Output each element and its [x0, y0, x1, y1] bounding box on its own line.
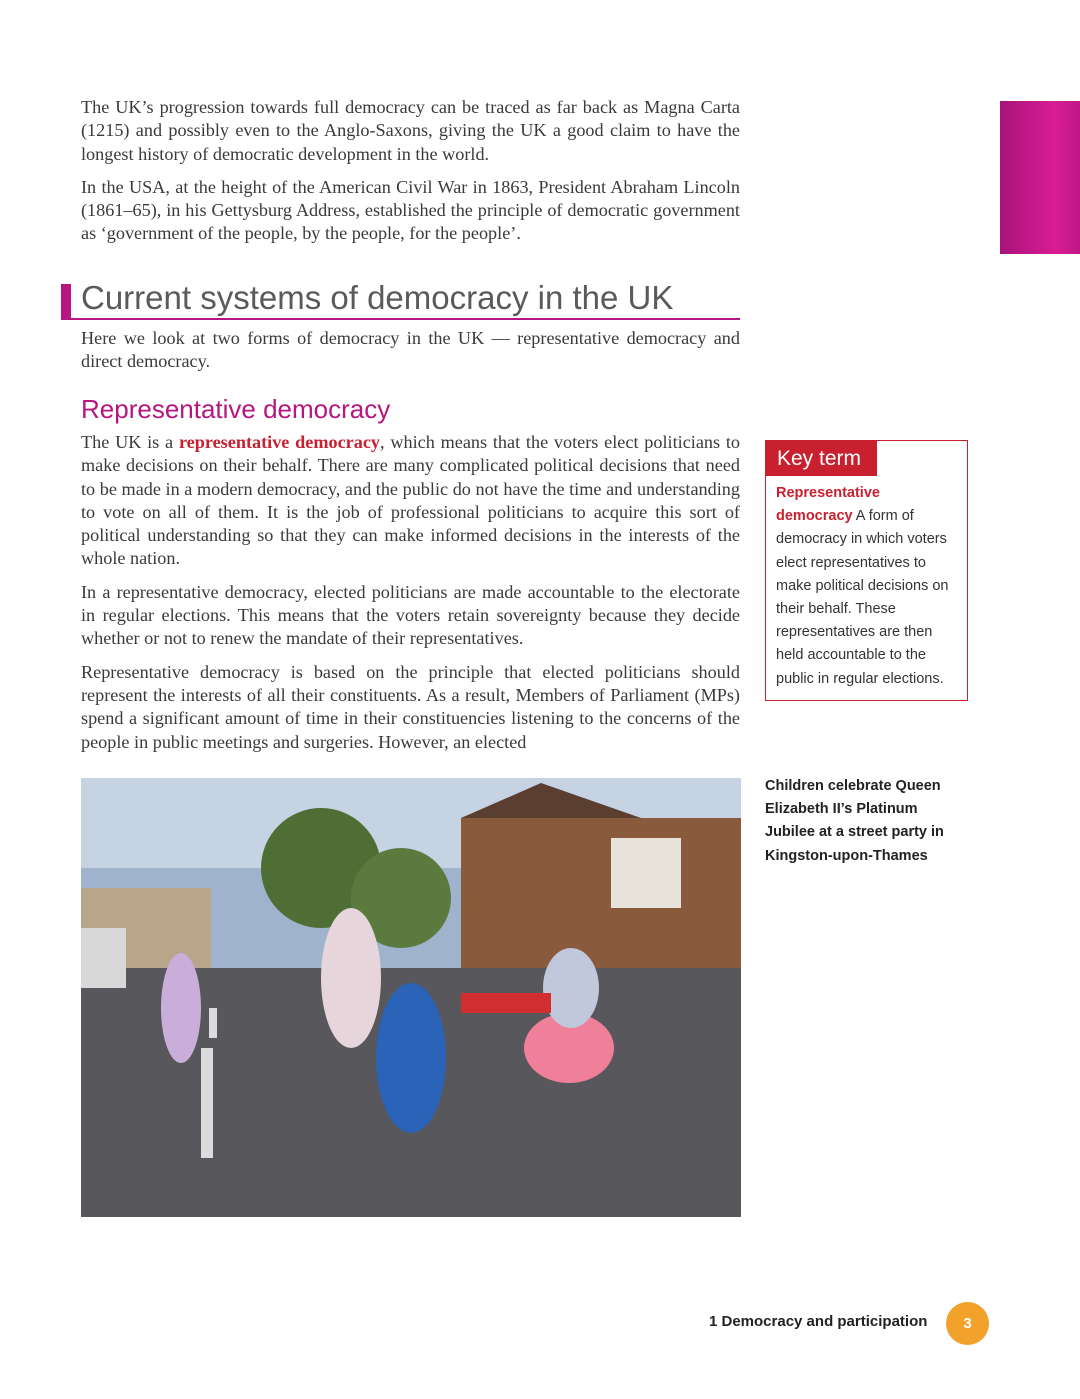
paragraph-3: Representative democracy is based on the principle that elected politicians should represent the interests of all their constituents. As a result, Members of Parliament (MPs) spend a significant amount of time in their constituencies listening to the concerns of the people in public meetings and surgeries. However, an elected	[81, 661, 740, 752]
chapter-footer: 1 Democracy and participation	[709, 1313, 928, 1330]
subsection-title: Representative democracy	[81, 394, 391, 424]
paragraph-1	[81, 431, 740, 571]
heading-bar	[61, 284, 71, 320]
text: , which means that the voters elect politicians to make decisions on their behalf. There are many complicated political decisions that need to be made in a modern democracy, and the public do not have the time and understanding to vote on all of them. It is the job of professional politicians to acquire this sort of political understanding so that they can make informed decisions in the interests of the whole nation.	[81, 432, 741, 569]
key-term-highlight: representative democracy	[178, 432, 381, 452]
key-term-word: Representative democracy	[776, 485, 880, 525]
intro-text	[81, 96, 740, 256]
page-number: 3	[946, 1302, 989, 1345]
intro-paragraph: The UK’s progression towards full democracy can be traced as far back as Magna Carta (1215) and possibly even to the Anglo-Saxons, giving the UK a good claim to have the longest history of democratic development in the world.	[81, 97, 740, 164]
section-intro-text: Here we look at two forms of democracy in the UK — representative democracy and direct democracy.	[81, 328, 740, 372]
key-term-text	[766, 476, 967, 691]
photo-illustration	[81, 778, 741, 1217]
intro-paragraph: In the USA, at the height of the American Civil War in 1863, President Abraham Lincoln (1861–65), in his Gettysburg Address, established the principle of democratic government as ‘government of the people, by the people, for the people’.	[81, 176, 740, 244]
section-intro	[81, 327, 740, 384]
key-term-definition: A form of democracy in which voters elect representatives to make political decisions on their behalf. These representatives are then held accountable to the public in regular elections.	[776, 508, 949, 687]
section-heading	[61, 279, 740, 320]
main-text	[81, 431, 740, 764]
photo-caption: Children celebrate Queen Elizabeth II’s Platinum Jubilee at a street party in Kingston-upon-Thames	[765, 778, 944, 864]
street-party-photo	[81, 778, 741, 1217]
text: The UK is a	[81, 432, 179, 452]
section-title: Current systems of democracy in the UK	[81, 279, 674, 316]
chapter-tab	[1000, 101, 1080, 254]
paragraph-2: In a representative democracy, elected politicians are made accountable to the electorate in regular elections. This means that the voters retain sovereignty because they decide whether or not to renew the mandate of their representatives.	[81, 581, 740, 649]
key-term-heading: Key term	[766, 441, 877, 476]
key-term-box	[765, 440, 968, 701]
